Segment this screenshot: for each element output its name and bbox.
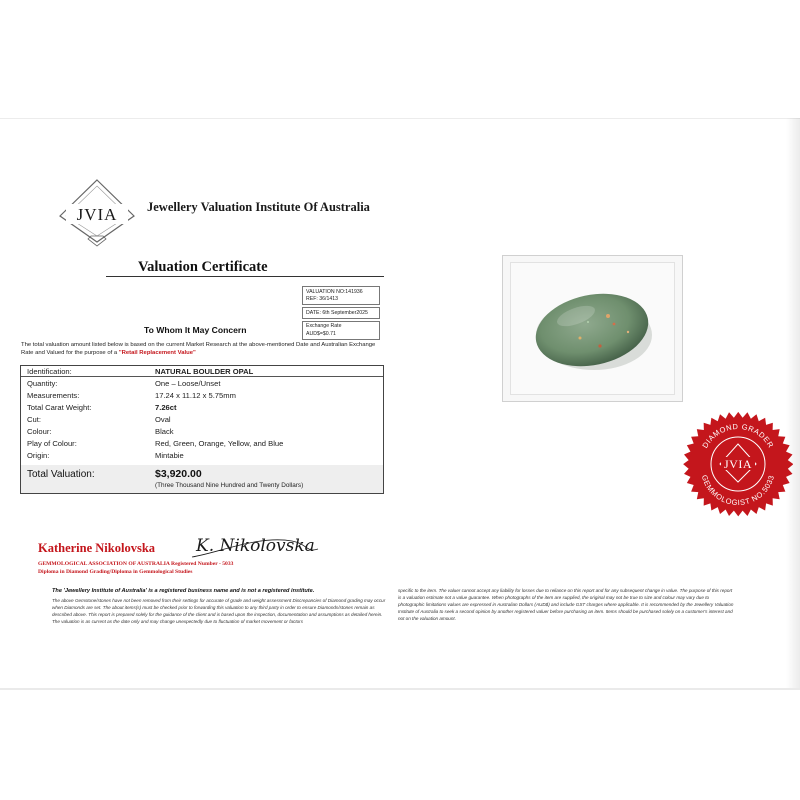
seal-bottom-text: GEMMOLOGIST NO.5033 [699, 473, 777, 508]
exchange-rate-cell [302, 321, 380, 340]
detail-label: Identification: [27, 367, 72, 376]
valuation-date: DATE: 6th September2025 [306, 309, 368, 316]
opal-fleck [587, 321, 589, 323]
total-valuation-words: (Three Thousand Nine Hundred and Twenty Dollars) [155, 482, 304, 489]
reference-id-cell [302, 286, 380, 305]
reference-number: REF: 36/1413 [306, 296, 339, 302]
jvia-logo [56, 178, 138, 250]
institute-name: Jewellery Valuation Institute Of Australia [147, 200, 370, 214]
identification-divider [21, 376, 383, 377]
seal-monogram: JVIA [724, 457, 752, 471]
valuer-name: Katherine Nikolovska [38, 541, 156, 555]
disclaimer-left-column [52, 587, 388, 625]
reference-box [302, 286, 380, 342]
detail-label: Cut: [27, 415, 41, 424]
detail-label: Play of Colour: [27, 439, 77, 448]
total-valuation-label: Total Valuation: [27, 469, 95, 480]
logo-monogram: JVIA [76, 205, 118, 224]
detail-value: Mintabie [155, 451, 184, 460]
detail-label: Measurements: [27, 391, 80, 400]
intro-paragraph [21, 342, 381, 358]
detail-value: Oval [155, 415, 171, 424]
opal-fleck [606, 314, 610, 318]
detail-label: Colour: [27, 427, 52, 436]
seal-top-text: DIAMOND GRADER [700, 421, 776, 450]
opal-fleck [598, 344, 601, 347]
diploma-credentials: Diploma in Diamond Grading/Diploma in Gemmological Studies [38, 569, 193, 575]
detail-label: Total Carat Weight: [27, 403, 92, 412]
disclaimer-right-column [398, 587, 734, 623]
disclaimer-left-text: The above Gemstone/stones have not been removed from their settings for accurate of grade and weight assessment Discrepancies of Diamond grading may occur when Diamonds are set. The about items(s) must be checked prior to forwarding this valuation to any third party in order to ensure Diamonds/stones remain as described above. This report is prepared solely for the guidance of the client and is based upon the inspection, documentation and assumptions as detailed herein. The valuation is as current as the date only and may change unexpectedly due to fluctuation of market movement or factors [52, 597, 386, 624]
detail-value: Black [155, 427, 174, 436]
detail-value: Red, Green, Orange, Yellow, and Blue [155, 439, 284, 448]
page-edge-shadow [786, 118, 800, 690]
disclaimer-right-text: specific to the item. The valuer cannot accept any liability for losses due to reliance on this report and for any subsequent change in value. The purpose of this report is a valuation estimate not a value guarantee. When photographs of the item are supplied, the original may not be true to size and colour may vary due to photographic limitations values are expressed in Australian Dollars (AUD$) and include GST charges where applicable. It is recommended by the Jewellery Valuation Institute of Australia to seek a second opinion by another registered valuer before purchasing an item. Items should be purchased solely on a customer's interest and not on the valuation amount. [398, 588, 734, 622]
signature-script: K. Nikolovska [196, 536, 315, 556]
exchange-rate-label: Exchange Rate [306, 323, 342, 329]
certificate-title: Valuation Certificate [138, 259, 268, 275]
diamond-grader-seal [683, 412, 793, 522]
valuation-number: VALUATION NO:141936 [306, 288, 363, 295]
intro-text: The total valuation amount listed below is based on the current Market Research at the above-mentioned Date and Australian Exchange Rate and Valued for the purpose of a [21, 342, 376, 356]
detail-label: Quantity: [27, 379, 58, 388]
salutation: To Whom It May Concern [144, 325, 247, 335]
detail-label: Origin: [27, 451, 50, 460]
page-bottom-edge [0, 688, 800, 690]
opal-fleck [613, 323, 616, 326]
detail-value: One – Loose/Unset [155, 379, 221, 388]
gemmological-registration: GEMMOLOGICAL ASSOCIATION OF AUSTRALIA Registered Number - 5033 [38, 561, 234, 567]
detail-value: NATURAL BOULDER OPAL [155, 367, 254, 376]
opal-fleck [627, 331, 629, 333]
date-cell [302, 307, 380, 319]
total-valuation-amount: $3,920.00 [155, 468, 202, 480]
detail-value: 7.26ct [155, 403, 177, 412]
detail-value: 17.24 x 11.12 x 5.75mm [155, 391, 236, 400]
opal-stone [529, 284, 655, 374]
opal-image [518, 282, 666, 374]
intro-highlight: "Retail Replacement Value" [118, 349, 196, 356]
opal-fleck [579, 337, 582, 340]
title-underline [106, 276, 384, 277]
disclaimer-heading: The 'Jewellery Institute of Australia' is a registered business name and is not a registered institute. [52, 588, 315, 594]
exchange-rate-value: AUD$=$0.71 [306, 330, 336, 337]
details-table [20, 365, 384, 494]
